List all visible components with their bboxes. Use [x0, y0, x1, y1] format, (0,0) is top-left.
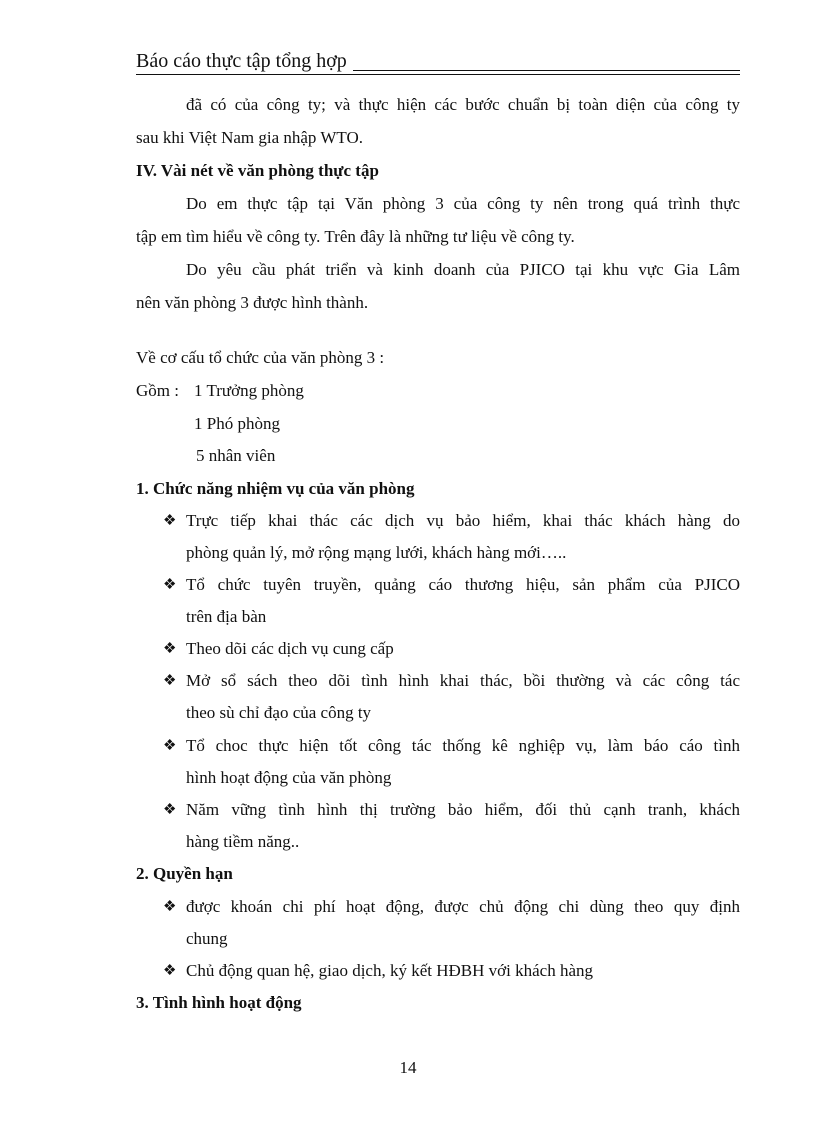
- structure-intro: Về cơ cấu tổ chức của văn phòng 3 :: [136, 348, 385, 367]
- section1-item-line: Năm vững tình hình thị trường bảo hiểm, đối thủ cạnh tranh, khách: [186, 800, 740, 819]
- staff-item: 1 Trưởng phòng: [194, 381, 304, 400]
- para1-line-2: tập em tìm hiểu về công ty. Trên đây là những tư liệu về công ty.: [136, 227, 575, 246]
- para1-line-1: Do em thực tập tại Văn phòng 3 của công ty nên trong quá trình thực: [186, 194, 740, 213]
- diamond-bullet-icon: ❖: [163, 673, 177, 689]
- section-2-heading: 2. Quyền hạn: [136, 864, 233, 883]
- section1-item-line: theo sù chỉ đạo của công ty: [186, 703, 372, 722]
- section1-item-line: trên địa bàn: [186, 607, 267, 626]
- section1-item-line: Theo dõi các dịch vụ cung cấp: [186, 639, 394, 658]
- diamond-bullet-icon: ❖: [163, 513, 177, 529]
- diamond-bullet-icon: ❖: [163, 802, 177, 818]
- diamond-bullet-icon: ❖: [163, 899, 177, 915]
- section-1-heading: 1. Chức năng nhiệm vụ của văn phòng: [136, 479, 415, 498]
- section1-item-line: Trực tiếp khai thác các dịch vụ bảo hiểm, khai thác khách hàng do: [186, 511, 740, 530]
- section2-item-line: chung: [186, 929, 228, 948]
- staff-item: 5 nhân viên: [196, 446, 276, 465]
- diamond-bullet-icon: ❖: [163, 963, 177, 979]
- para2-line-2: nên văn phòng 3 được hình thành.: [136, 293, 369, 312]
- para2-line-1: Do yêu cầu phát triển và kinh doanh của PJICO tại khu vực Gia Lâm: [186, 260, 740, 279]
- page-number: 14: [399, 1058, 417, 1077]
- section1-item-line: Mở sổ sách theo dõi tình hình khai thác, bồi thường và các công tác: [186, 671, 740, 690]
- staff-item: 1 Phó phòng: [194, 414, 280, 433]
- section1-item-line: Tổ chức tuyên truyền, quảng cáo thương hiệu, sản phẩm của PJICO: [186, 575, 740, 594]
- header-rule-secondary: [136, 74, 740, 75]
- section2-item-line: được khoán chi phí hoạt động, được chủ động chi dùng theo quy định: [186, 897, 740, 916]
- diamond-bullet-icon: ❖: [163, 738, 177, 754]
- staff-label: Gồm :: [136, 381, 179, 400]
- page-header: [136, 50, 740, 73]
- section1-item-line: hàng tiềm năng..: [186, 832, 300, 851]
- section-4-heading: IV. Vài nét về văn phòng thực tập: [136, 161, 379, 180]
- section-3-heading: 3. Tình hình hoạt động: [136, 993, 302, 1012]
- intro-line-2: sau khi Việt Nam gia nhập WTO.: [136, 128, 364, 147]
- diamond-bullet-icon: ❖: [163, 641, 177, 657]
- header-title: Báo cáo thực tập tổng hợp: [136, 50, 353, 73]
- section1-item-line: phòng quản lý, mở rộng mạng lưới, khách hàng mới…..: [186, 543, 567, 562]
- section1-item-line: hình hoạt động của văn phòng: [186, 768, 392, 787]
- diamond-bullet-icon: ❖: [163, 577, 177, 593]
- intro-line-1: đã có của công ty; và thực hiện các bước chuẩn bị toàn diện của công ty: [186, 95, 740, 114]
- section1-item-line: Tổ choc thực hiện tốt công tác thống kê nghiệp vụ, làm báo cáo tình: [186, 736, 740, 755]
- section2-item-line: Chủ động quan hệ, giao dịch, ký kết HĐBH với khách hàng: [186, 961, 594, 980]
